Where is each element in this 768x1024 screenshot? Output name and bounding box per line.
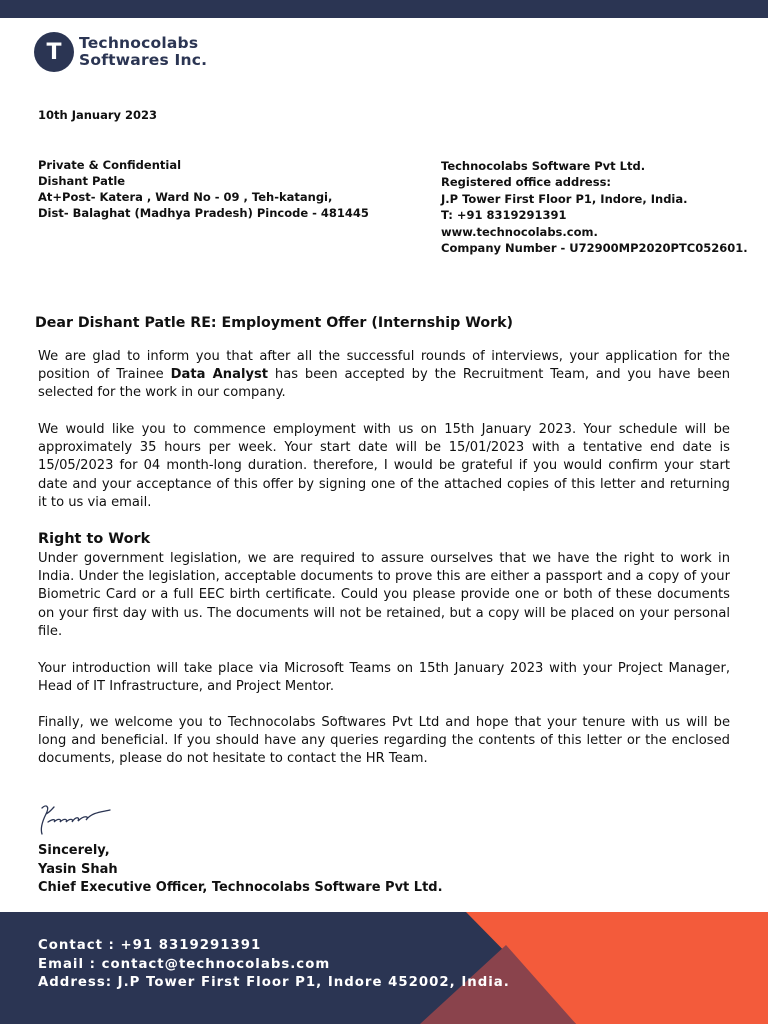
closing-block (38, 842, 443, 898)
footer-contact-info (38, 937, 510, 993)
sender-line: Registered office address: (441, 175, 612, 190)
paragraph-welcome: Finally, we welcome you to Technocolabs Softwares Pvt Ltd and hope that your tenure with us will be long and beneficial. If you should have any queries regarding the contents of this letter or the enclosed documents, please do not hesitate to contact the HR Team. (38, 715, 730, 767)
right-to-work-heading: Right to Work (38, 531, 151, 547)
paragraph-schedule: We would like you to commence employment with us on 15th January 2023. Your schedule will be approximately 35 hours per week. Your start date will be 15/01/2023 with a tentative end date is 15/05/2023 for 04 month-long duration. therefore, I would be grateful if you would confirm your start date and your acceptance of this offer by signing one of the attached copies of this letter and returning it to us via email. (38, 422, 730, 510)
position-title: Data Analyst (170, 367, 269, 383)
sender-line: Company Number - U72900MP2020PTC052601. (441, 241, 748, 256)
paragraph-offer (38, 348, 730, 403)
signatory-name: Yasin Shah (38, 861, 118, 877)
sender-line: J.P Tower First Floor P1, Indore, India. (441, 191, 688, 206)
sender-line: T: +91 8319291391 (441, 208, 567, 223)
signatory-title: Chief Executive Officer, Technocolabs Software Pvt Ltd. (38, 880, 443, 895)
sender-line: Technocolabs Software Pvt Ltd. (441, 159, 646, 173)
company-logo (34, 32, 207, 72)
paragraph-offer-text-end: has been accepted by the Recruitment Team, and you have been selected for the work in our company. (38, 367, 731, 401)
sender-address (441, 158, 748, 256)
recipient-line: Dishant Patle (38, 174, 126, 188)
recipient-line: Private & Confidential (38, 158, 182, 172)
paragraph-right-to-work: Under government legislation, we are required to assure ourselves that we have the right to work in India. Under the legislation, acceptable documents to prove this are either a passport and a copy of your Biometric Card or a full EEC birth certificate. Could you please provide one or both of these documents on your first day with us. The documents will not be retained, but a copy will be placed on your personal file. (38, 551, 730, 639)
footer-email: Email : contact@technocolabs.com (38, 956, 331, 972)
signature (36, 800, 116, 840)
footer-phone: Contact : +91 8319291391 (38, 938, 262, 953)
logo-name-line1: Technocolabs (79, 34, 199, 52)
paragraph-offer-text: We are glad to inform you that after all the successful rounds of interviews, your application for the position of Trainee (38, 349, 730, 383)
letter-subject: Dear Dishant Patle RE: Employment Offer (Internship Work) (35, 315, 514, 331)
recipient-line: At+Post- Katera , Ward No - 09 , Teh-katangi, (38, 190, 333, 204)
sender-line: www.technocolabs.com. (441, 224, 598, 239)
closing-salutation: Sincerely, (38, 843, 110, 858)
footer-address: Address: J.P Tower First Floor P1, Indore 452002, India. (38, 975, 510, 991)
paragraph-introduction: Your introduction will take place via Microsoft Teams on 15th January 2023 with your Project Manager, Head of IT Infrastructure, and Project Mentor. (38, 661, 730, 695)
recipient-line: Dist- Balaghat (Madhya Pradesh) Pincode - 481445 (38, 206, 369, 220)
recipient-address (38, 157, 369, 221)
logo-name-line2: Softwares Inc. (79, 51, 208, 69)
top-banner (0, 0, 768, 18)
letter-date: 10th January 2023 (38, 108, 158, 122)
logo-wordmark (79, 35, 207, 69)
logo-badge: T (34, 32, 74, 72)
